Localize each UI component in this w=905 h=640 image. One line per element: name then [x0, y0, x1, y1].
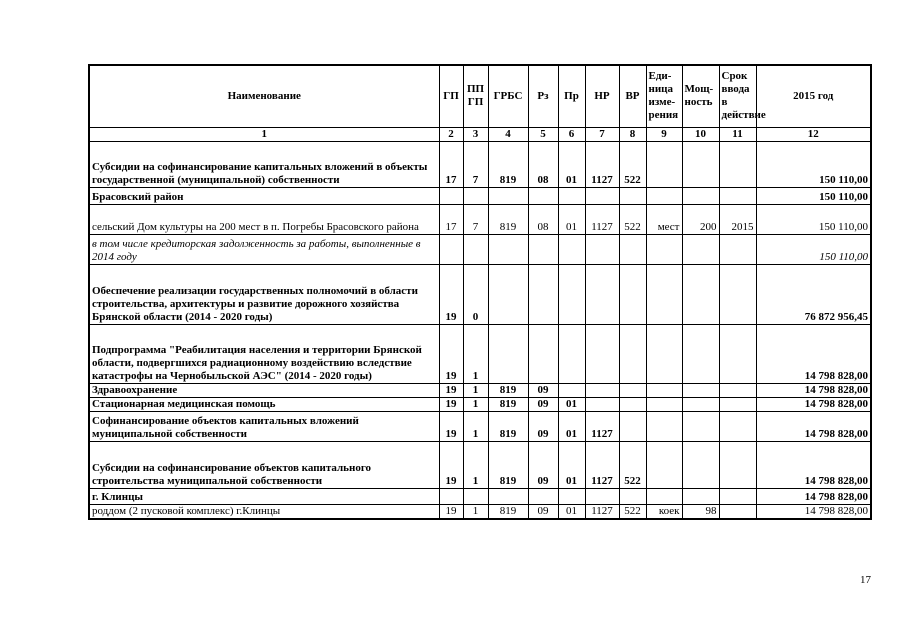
table-cell: 19: [439, 441, 463, 488]
table-cell: 01: [558, 204, 585, 234]
table-cell: [528, 234, 558, 264]
table-cell: [646, 397, 682, 411]
table-cell: 1127: [585, 504, 619, 519]
table-cell: 819: [488, 441, 528, 488]
table-cell: 98: [682, 504, 719, 519]
table-cell: [646, 488, 682, 504]
table-cell: 1127: [585, 441, 619, 488]
table-cell: [719, 234, 756, 264]
table-cell: 150 110,00: [756, 141, 871, 187]
header-vr: ВР: [619, 65, 646, 127]
table-cell: 819: [488, 504, 528, 519]
table-cell: [585, 383, 619, 397]
row-name-cell: г. Клинцы: [89, 488, 439, 504]
table-cell: [719, 383, 756, 397]
table-cell: [463, 488, 488, 504]
table-cell: 0: [463, 264, 488, 324]
table-cell: [619, 488, 646, 504]
column-number: 4: [488, 127, 528, 141]
table-cell: 14 798 828,00: [756, 324, 871, 383]
table-cell: [719, 488, 756, 504]
table-cell: 01: [558, 397, 585, 411]
table-row: [89, 441, 871, 488]
table-cell: 150 110,00: [756, 187, 871, 204]
column-number: 6: [558, 127, 585, 141]
table-cell: 14 798 828,00: [756, 397, 871, 411]
table-cell: [558, 324, 585, 383]
header-deadline: Срок ввода в действие: [719, 65, 756, 127]
table-cell: 1127: [585, 141, 619, 187]
table-cell: 09: [528, 441, 558, 488]
table-row: [89, 324, 871, 383]
row-name-cell: Софинансирование объектов капитальных вложений муниципальной собственности: [89, 411, 439, 441]
table-cell: 17: [439, 204, 463, 234]
table-cell: [488, 234, 528, 264]
table-cell: [488, 488, 528, 504]
table-cell: 14 798 828,00: [756, 488, 871, 504]
table-cell: 7: [463, 141, 488, 187]
table-cell: 522: [619, 441, 646, 488]
table-cell: [558, 488, 585, 504]
row-name-cell: Стационарная медицинская помощь: [89, 397, 439, 411]
header-pp-gp: ПП ГП: [463, 65, 488, 127]
header-unit: Еди-ница изме-рения: [646, 65, 682, 127]
column-number: 10: [682, 127, 719, 141]
header-pr: Пр: [558, 65, 585, 127]
table-cell: [585, 397, 619, 411]
table-row: [89, 141, 871, 187]
table-cell: [646, 411, 682, 441]
table-cell: [682, 411, 719, 441]
table-cell: 1: [463, 411, 488, 441]
table-cell: [619, 397, 646, 411]
table-cell: 09: [528, 504, 558, 519]
table-cell: 819: [488, 411, 528, 441]
table-cell: [585, 264, 619, 324]
table-cell: [528, 264, 558, 324]
table-cell: 01: [558, 411, 585, 441]
table-cell: 1: [463, 383, 488, 397]
header-year-2015: 2015 год: [756, 65, 871, 127]
table-cell: [619, 187, 646, 204]
table-cell: [719, 187, 756, 204]
table-cell: [646, 234, 682, 264]
table-cell: 09: [528, 397, 558, 411]
table-cell: 1: [463, 441, 488, 488]
table-cell: 19: [439, 411, 463, 441]
table-cell: [719, 397, 756, 411]
table-cell: [719, 324, 756, 383]
table-cell: [719, 441, 756, 488]
table-row: [89, 264, 871, 324]
table-cell: 19: [439, 397, 463, 411]
table-cell: 1127: [585, 204, 619, 234]
table-cell: 819: [488, 141, 528, 187]
table-cell: [528, 187, 558, 204]
table-cell: [439, 187, 463, 204]
header-name: Наименование: [89, 65, 439, 127]
column-number: 9: [646, 127, 682, 141]
header-gp: ГП: [439, 65, 463, 127]
table-cell: [719, 264, 756, 324]
table-cell: 150 110,00: [756, 204, 871, 234]
table-cell: 14 798 828,00: [756, 441, 871, 488]
table-cell: 76 872 956,45: [756, 264, 871, 324]
table-cell: 819: [488, 397, 528, 411]
table-row: [89, 383, 871, 397]
table-cell: 1127: [585, 411, 619, 441]
table-cell: [558, 383, 585, 397]
column-number: 12: [756, 127, 871, 141]
header-capacity: Мощ-ность: [682, 65, 719, 127]
table-cell: коек: [646, 504, 682, 519]
table-cell: 17: [439, 141, 463, 187]
header-grbs: ГРБС: [488, 65, 528, 127]
table-cell: 522: [619, 504, 646, 519]
table-cell: [585, 234, 619, 264]
table-cell: [682, 324, 719, 383]
table-cell: 200: [682, 204, 719, 234]
table-cell: [646, 383, 682, 397]
table-cell: 01: [558, 441, 585, 488]
table-cell: 19: [439, 324, 463, 383]
table-cell: [585, 187, 619, 204]
table-cell: [682, 488, 719, 504]
table-cell: [682, 234, 719, 264]
table-row: [89, 488, 871, 504]
table-cell: 01: [558, 141, 585, 187]
table-cell: 7: [463, 204, 488, 234]
row-name-cell: Здравоохранение: [89, 383, 439, 397]
table-cell: [439, 234, 463, 264]
table-cell: [488, 264, 528, 324]
table-cell: 819: [488, 383, 528, 397]
table-cell: 08: [528, 204, 558, 234]
table-cell: 01: [558, 504, 585, 519]
column-number: 2: [439, 127, 463, 141]
row-name-cell: в том числе кредиторская задолженность за работы, выполненные в 2014 году: [89, 234, 439, 264]
table-cell: [646, 441, 682, 488]
column-number: 1: [89, 127, 439, 141]
table-cell: 19: [439, 264, 463, 324]
row-name-cell: Обеспечение реализации государственных полномочий в области строительства, архитектуры и развитие дорожного хозяйства Брянской области (2014 - 2020 годы): [89, 264, 439, 324]
row-name-cell: Субсидии на софинансирование объектов капитального строительства муниципальной собственности: [89, 441, 439, 488]
column-number-row: [89, 127, 871, 141]
table-cell: [585, 324, 619, 383]
column-number: 5: [528, 127, 558, 141]
table-cell: [619, 264, 646, 324]
table-cell: [528, 324, 558, 383]
table-cell: 14 798 828,00: [756, 411, 871, 441]
table-cell: [619, 411, 646, 441]
table-cell: [619, 234, 646, 264]
table-row: [89, 234, 871, 264]
table-cell: 1: [463, 397, 488, 411]
table-cell: [719, 504, 756, 519]
table-cell: [488, 324, 528, 383]
table-cell: 14 798 828,00: [756, 383, 871, 397]
row-name-cell: роддом (2 пусковой комплекс) г.Клинцы: [89, 504, 439, 519]
table-cell: [619, 383, 646, 397]
table-cell: мест: [646, 204, 682, 234]
table-cell: 819: [488, 204, 528, 234]
table-cell: [682, 383, 719, 397]
row-name-cell: Подпрограмма "Реабилитация населения и территории Брянской области, подвергшихся радиационному воздействию вследствие катастрофы на Чернобыльской АЭС" (2014 - 2020 годы): [89, 324, 439, 383]
table-row: [89, 397, 871, 411]
table-cell: [558, 187, 585, 204]
table-row: [89, 411, 871, 441]
table-cell: [646, 264, 682, 324]
table-cell: [682, 441, 719, 488]
table-cell: [463, 234, 488, 264]
row-name-cell: сельский Дом культуры на 200 мест в п. Погребы Брасовского района: [89, 204, 439, 234]
table-cell: [463, 187, 488, 204]
table-cell: [646, 324, 682, 383]
table-cell: [488, 187, 528, 204]
header-nr: НР: [585, 65, 619, 127]
table-cell: [682, 397, 719, 411]
table-cell: [682, 264, 719, 324]
table-row: [89, 204, 871, 234]
table-cell: [719, 411, 756, 441]
table-cell: [682, 187, 719, 204]
table-cell: [619, 324, 646, 383]
table-cell: 09: [528, 383, 558, 397]
table-cell: 522: [619, 204, 646, 234]
table-cell: [585, 488, 619, 504]
table-row: [89, 187, 871, 204]
table-cell: [646, 187, 682, 204]
table-row: [89, 504, 871, 519]
column-number: 8: [619, 127, 646, 141]
table-cell: [558, 264, 585, 324]
budget-table: [88, 64, 872, 520]
row-name-cell: Брасовский район: [89, 187, 439, 204]
table-cell: 150 110,00: [756, 234, 871, 264]
table-cell: [528, 488, 558, 504]
table-cell: 2015: [719, 204, 756, 234]
table-cell: 1: [463, 324, 488, 383]
table-cell: [558, 234, 585, 264]
row-name-cell: Субсидии на софинансирование капитальных вложений в объекты государственной (муниципальной) собственности: [89, 141, 439, 187]
table-cell: 14 798 828,00: [756, 504, 871, 519]
table-cell: 19: [439, 504, 463, 519]
column-number: 3: [463, 127, 488, 141]
table-cell: [719, 141, 756, 187]
table-cell: 09: [528, 411, 558, 441]
column-number: 7: [585, 127, 619, 141]
table-cell: 522: [619, 141, 646, 187]
column-number: 11: [719, 127, 756, 141]
table-cell: [646, 141, 682, 187]
table-cell: 19: [439, 383, 463, 397]
table-cell: 08: [528, 141, 558, 187]
table-cell: [682, 141, 719, 187]
header-row: [89, 65, 871, 127]
header-rz: Рз: [528, 65, 558, 127]
table-body: [89, 141, 871, 519]
table-cell: [439, 488, 463, 504]
table-cell: 1: [463, 504, 488, 519]
page-number: 17: [860, 574, 871, 586]
